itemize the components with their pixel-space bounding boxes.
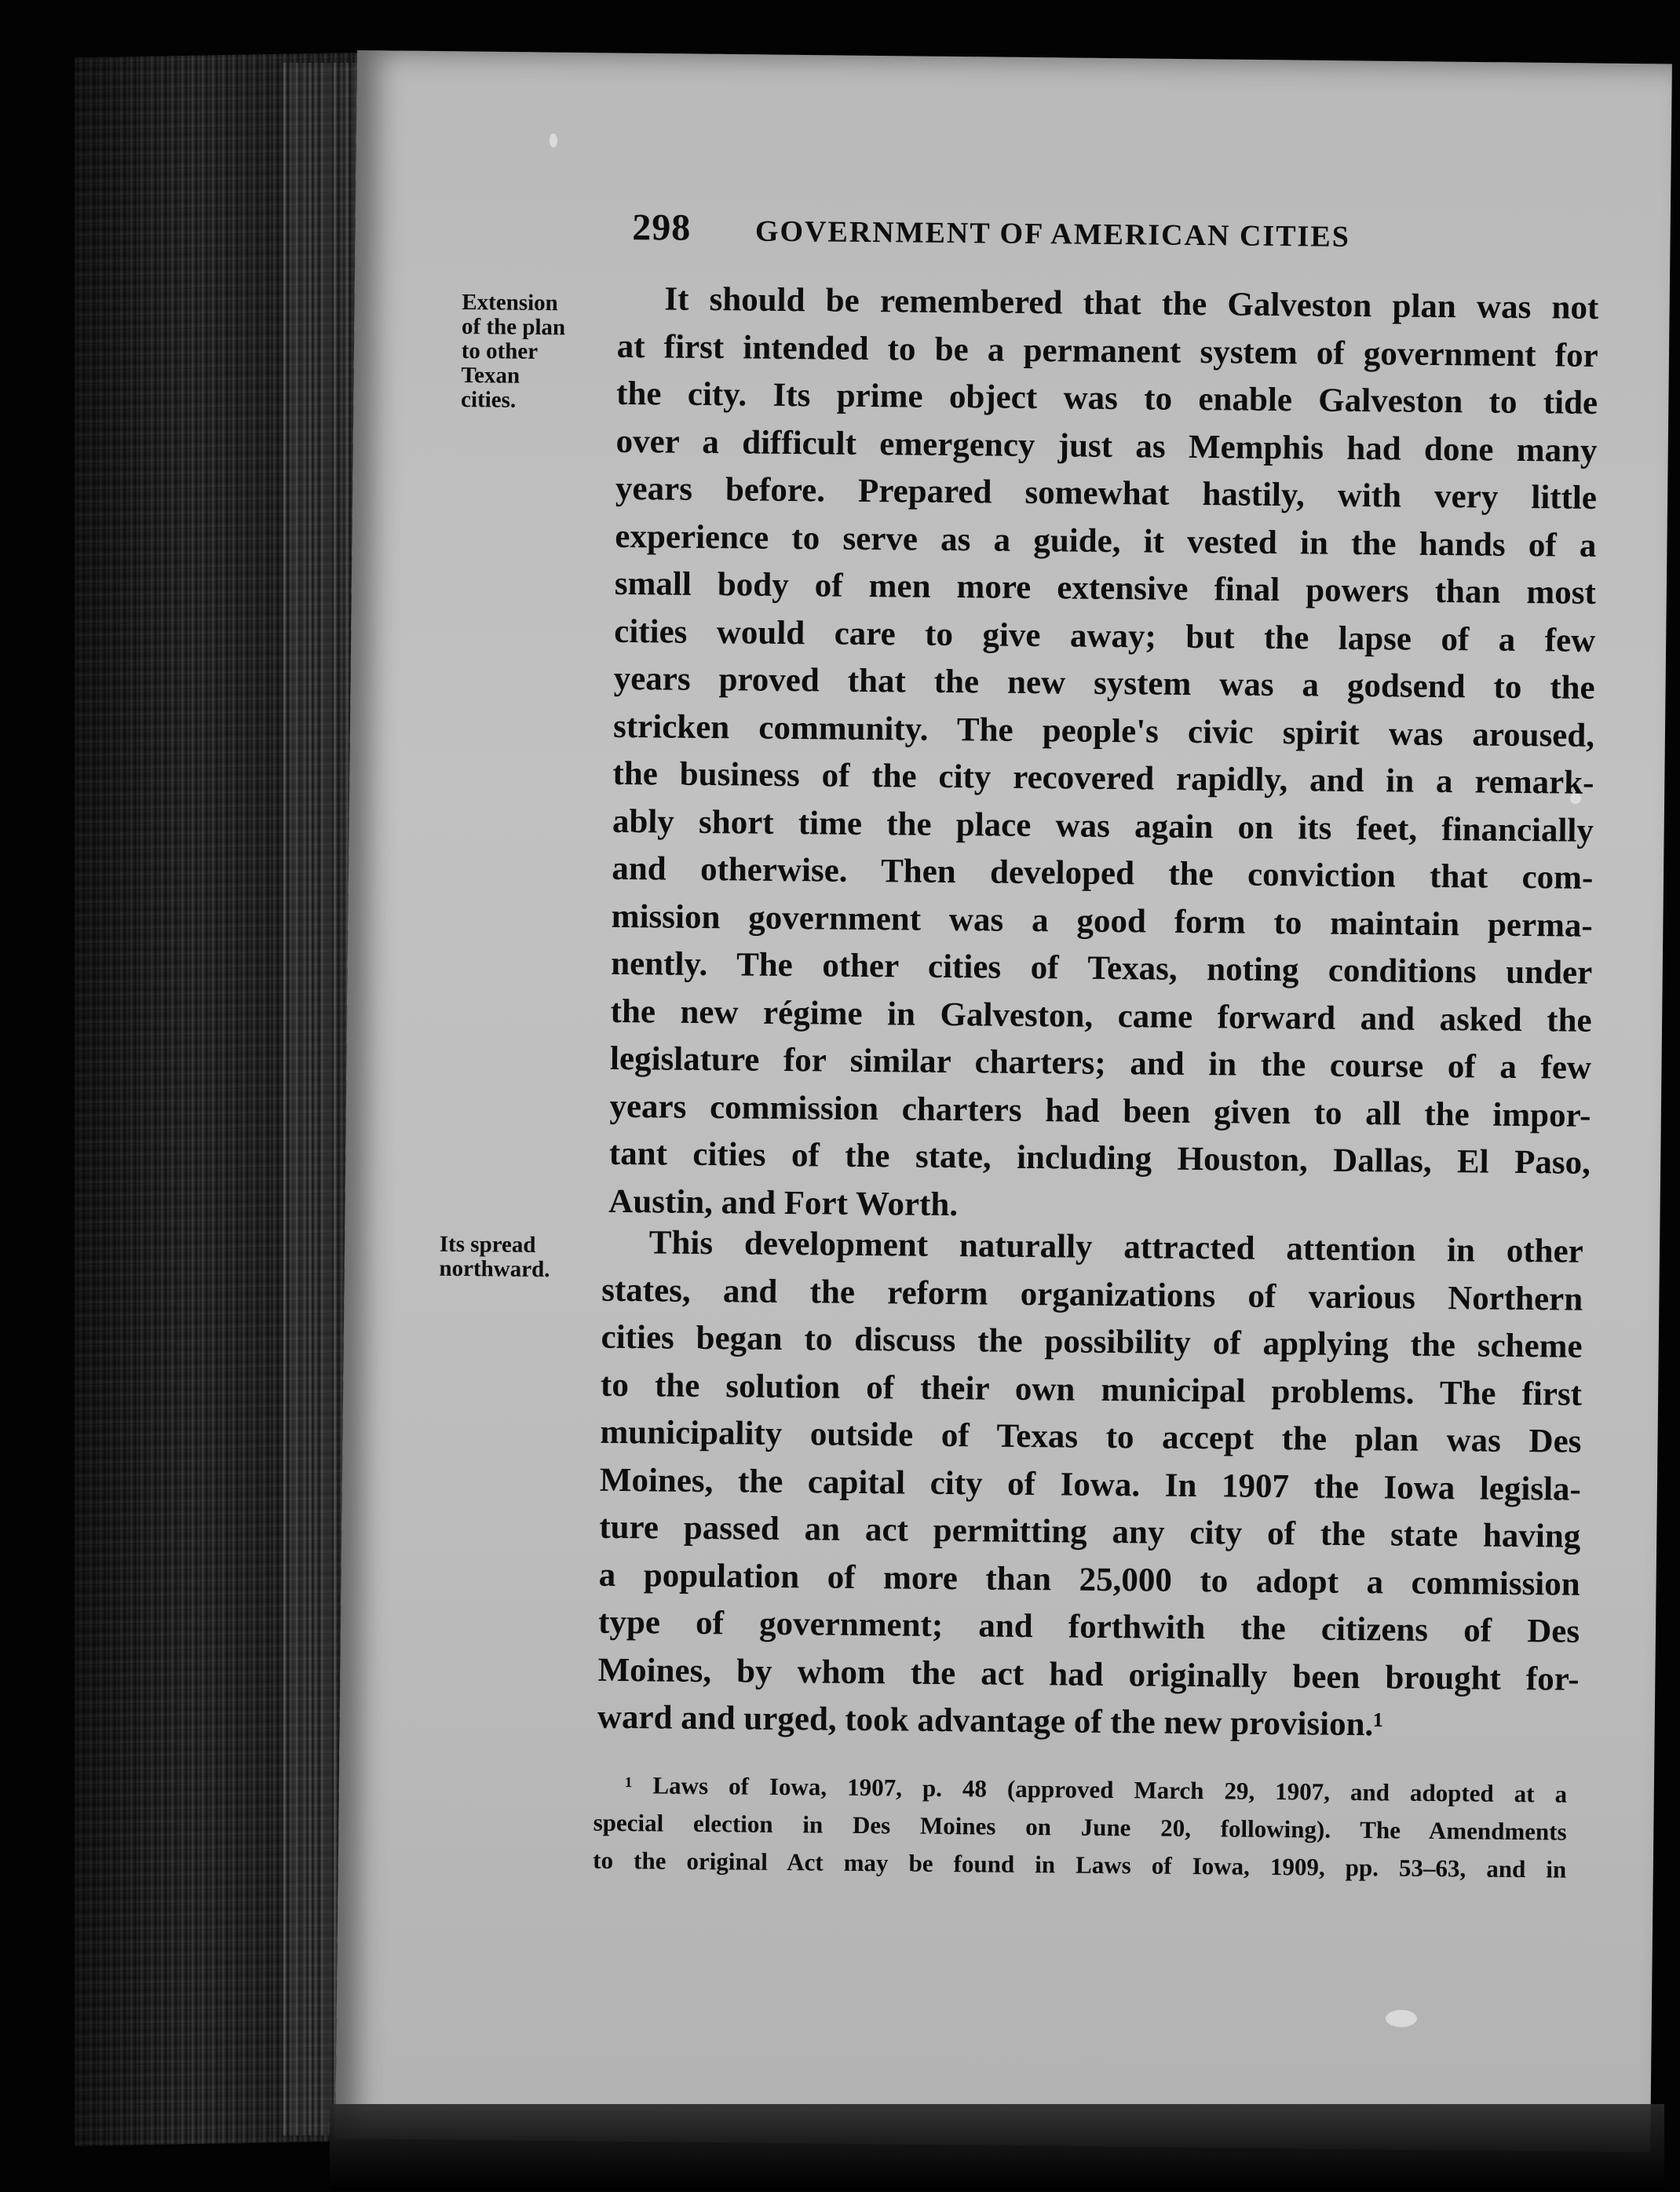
text-line: type of government; and forthwith the citizens of Des <box>597 1603 1580 1650</box>
text-line: the business of the city recovered rapidly, and in a remark- <box>612 754 1594 802</box>
text-line: ward and urged, took advantage of the new provision.¹ <box>597 1698 1384 1744</box>
footnote <box>593 1766 1567 1889</box>
footnote-line: to the original Act may be found in Laws of Iowa, 1909, pp. 53–63, and in <box>593 1846 1567 1883</box>
page-number: 298 <box>631 206 692 249</box>
text-line: and otherwise. Then developed the conviction that com- <box>612 849 1594 897</box>
sidenote-line: of the plan <box>461 313 566 341</box>
sidenote-line: northward. <box>439 1255 550 1283</box>
text-line: tant cities of the state, including Houston, Dallas, El Paso, <box>608 1134 1591 1182</box>
text-line: over a difficult emergency just as Memphis had done many <box>615 422 1598 469</box>
text-line: mission government was a good form to maintain perma- <box>611 897 1593 944</box>
page-header <box>632 206 1350 256</box>
footnote-line: ¹ Laws of Iowa, 1907, p. 48 (approved March 29, 1907, and adopted at a <box>625 1771 1568 1808</box>
text-line: small body of men more extensive final powers than most <box>614 564 1597 612</box>
footnote-line: special election in Des Moines on June 20, following). The Amendments <box>593 1808 1567 1846</box>
text-line: states, and the reform organizations of various Northern <box>601 1271 1583 1318</box>
text-line: years before. Prepared somewhat hastily, with very little <box>615 469 1598 517</box>
text-line: legislature for similar charters; and in the course of a few <box>609 1039 1592 1087</box>
text-line: cities began to discuss the possibility of applying the scheme <box>601 1318 1583 1365</box>
text-line: stricken community. The people's civic spirit was aroused, <box>612 707 1595 754</box>
text-line: municipality outside of Texas to accept the plan was Des <box>600 1413 1582 1460</box>
text-line: ably short time the place was again on its feet, financially <box>612 802 1594 849</box>
paragraph-galveston <box>608 276 1599 1235</box>
sidenote-line: Its spread <box>439 1231 536 1258</box>
text-line: experience to serve as a guide, it vested in the hands of a <box>615 517 1597 564</box>
text-line: to the solution of their own municipal problems. The first <box>600 1366 1583 1413</box>
text-line: cities would care to give away; but the lapse of a few <box>614 612 1596 659</box>
text-line: years proved that the new system was a godsend to the <box>613 659 1595 707</box>
text-line: nently. The other cities of Texas, noting conditions under <box>610 944 1593 992</box>
text-line: the city. Its prime object was to enable Galveston to tide <box>615 374 1598 422</box>
running-head: GOVERNMENT OF AMERICAN CITIES <box>754 214 1351 254</box>
sidenote-line: Texan <box>461 362 520 389</box>
text-line: the new régime in Galveston, came forward and asked the <box>610 992 1592 1039</box>
paragraph-northward <box>597 1219 1583 1751</box>
text-line: years commission charters had been given to all the impor- <box>609 1087 1591 1134</box>
sidenote-spread <box>439 1233 550 1282</box>
sidenote-extension <box>461 290 566 413</box>
sidenote-line: Extension <box>462 289 558 316</box>
text-line: It should be remembered that the Galveston plan was not <box>664 280 1599 327</box>
text-line: Moines, the capital city of Iowa. In 1907 the Iowa legisla- <box>599 1461 1582 1508</box>
text-line: Moines, by whom the act had originally been brought for- <box>597 1651 1580 1698</box>
text-line: at first intended to be a permanent system of government for <box>616 327 1598 374</box>
text-line: a population of more than 25,000 to adopt a commission <box>598 1556 1580 1603</box>
text-line: ture passed an act permitting any city of the state having <box>599 1508 1581 1555</box>
text-line: Austin, and Fort Worth. <box>608 1182 959 1223</box>
sidenote-line: cities. <box>460 386 517 413</box>
text-line: This development naturally attracted attention in other <box>648 1224 1583 1270</box>
sidenote-line: to other <box>461 338 539 364</box>
